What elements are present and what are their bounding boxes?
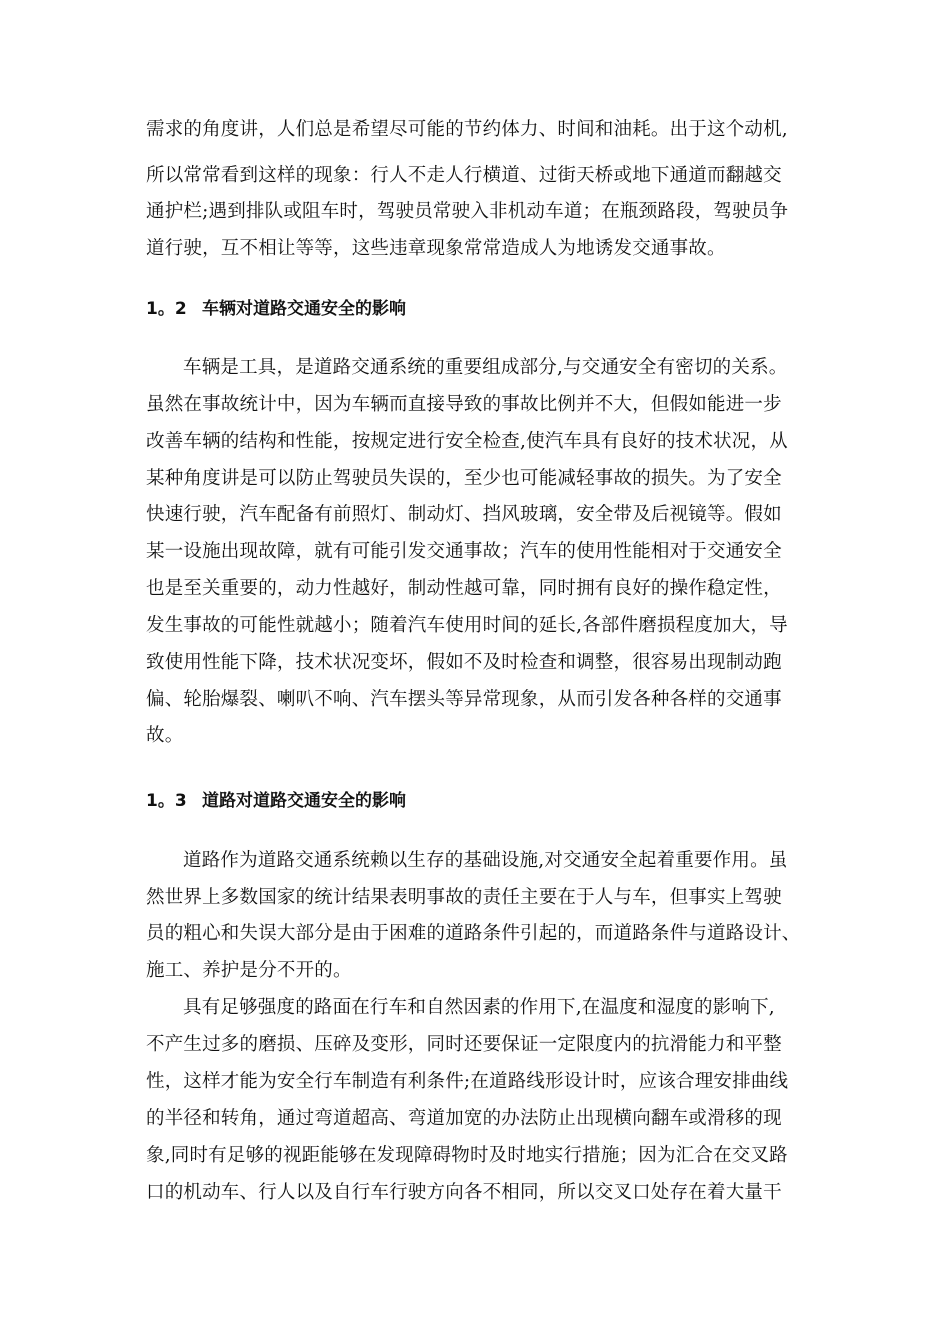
section-heading-1-3 (146, 788, 406, 814)
paragraph-line: 的半径和转角，通过弯道超高、弯道加宽的办法防止出现横向翻车或滑移的现 (146, 1108, 782, 1129)
paragraph-line: 改善车辆的结构和性能，按规定进行安全检查,使汽车具有良好的技术状况，从 (146, 431, 788, 452)
paragraph-line: 需求的角度讲，人们总是希望尽可能的节约体力、时间和油耗。出于这个动机, (146, 119, 788, 140)
paragraph-line: 某种角度讲是可以防止驾驶员失误的，至少也可能减轻事故的损失。为了安全 (146, 468, 782, 489)
section-number: 1。2 (146, 299, 187, 319)
paragraph-line: 所以常常看到这样的现象：行人不走人行横道、过街天桥或地下通道而翻越交 (146, 165, 782, 186)
paragraph-line: 通护栏;遇到排队或阻车时，驾驶员常驶入非机动车道；在瓶颈路段，驾驶员争 (146, 201, 789, 222)
paragraph-line: 致使用性能下降，技术状况变坏，假如不及时检查和调整，很容易出现制动跑 (146, 652, 782, 673)
paragraph-line: 也是至关重要的，动力性越好，制动性越可靠，同时拥有良好的操作稳定性， (146, 578, 782, 599)
paragraph-line: 快速行驶，汽车配备有前照灯、制动灯、挡风玻璃，安全带及后视镜等。假如 (146, 504, 782, 525)
paragraph-line: 虽然在事故统计中，因为车辆而直接导致的事故比例并不大，但假如能进一步 (146, 394, 782, 415)
paragraph-line: 施工、养护是分不开的。 (146, 960, 352, 981)
paragraph-line: 发生事故的可能性就越小；随着汽车使用时间的延长,各部件磨损程度加大，导 (146, 615, 788, 636)
paragraph-line: 象,同时有足够的视距能够在发现障碍物时及时地实行措施；因为汇合在交叉路 (146, 1145, 788, 1166)
paragraph-line: 不产生过多的磨损、压碎及变形，同时还要保证一定限度内的抗滑能力和平整 (146, 1034, 782, 1055)
section-number: 1。3 (146, 791, 187, 811)
paragraph-line: 道行驶，互不相让等等，这些违章现象常常造成人为地诱发交通事故。 (146, 238, 726, 259)
paragraph-line: 偏、轮胎爆裂、喇叭不响、汽车摆头等异常现象，从而引发各种各样的交通事 (146, 689, 782, 710)
paragraph-line: 车辆是工具，是道路交通系统的重要组成部分,与交通安全有密切的关系。 (183, 357, 788, 378)
paragraph-line: 某一设施出现故障，就有可能引发交通事故；汽车的使用性能相对于交通安全 (146, 541, 782, 562)
section-title: 道路对道路交通安全的影响 (202, 791, 406, 811)
paragraph-line: 具有足够强度的路面在行车和自然因素的作用下,在温度和湿度的影响下, (183, 997, 775, 1018)
section-heading-1-2 (146, 296, 406, 322)
paragraph-line: 性，这样才能为安全行车制造有利条件;在道路线形设计时，应该合理安排曲线 (146, 1071, 789, 1092)
paragraph-line: 口的机动车、行人以及自行车行驶方向各不相同，所以交叉口处存在着大量干 (146, 1182, 782, 1203)
paragraph-line: 然世界上多数国家的统计结果表明事故的责任主要在于人与车，但事实上驾驶 (146, 887, 782, 908)
paragraph-line: 员的粗心和失误大部分是由于困难的道路条件引起的，而道路条件与道路设计、 (146, 923, 801, 944)
paragraph-line: 故。 (146, 725, 184, 746)
paragraph-line: 道路作为道路交通系统赖以生存的基础设施,对交通安全起着重要作用。虽 (183, 850, 788, 871)
section-title: 车辆对道路交通安全的影响 (202, 299, 406, 319)
